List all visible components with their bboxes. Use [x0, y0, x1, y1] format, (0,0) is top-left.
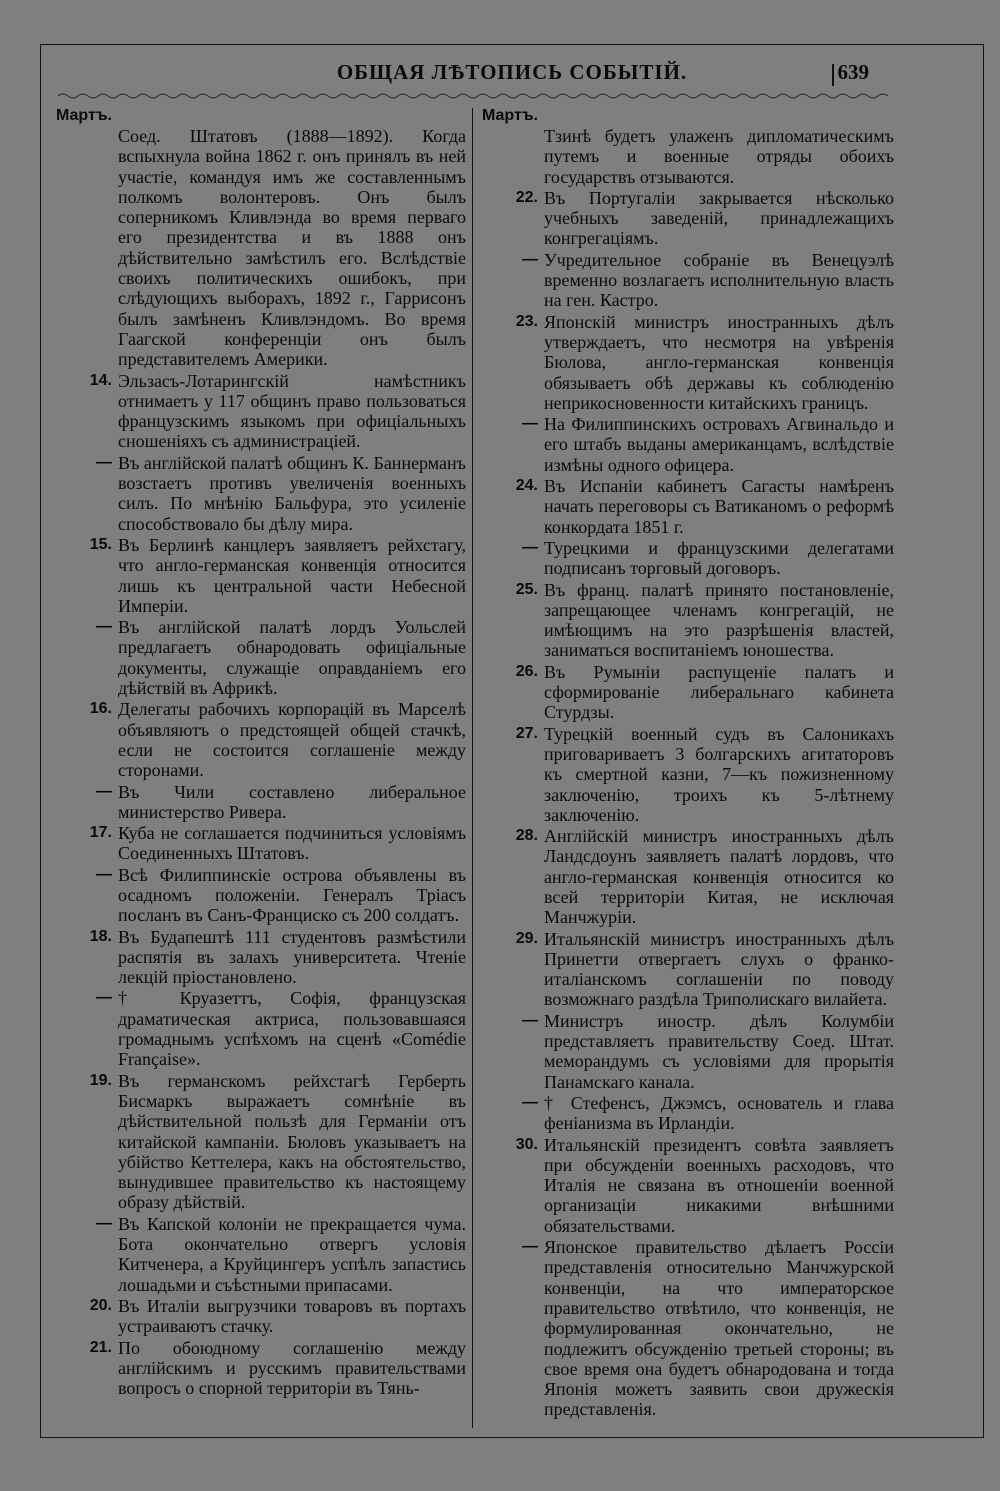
entry-text: Въ Португаліи закрывается нѣсколько учебныхъ заведеній, принадлежащихъ конгрегаціямъ. — [544, 187, 894, 249]
chronicle-entry — [56, 453, 466, 534]
entry-text: Въ Берлинѣ канцлеръ заявляетъ рейхстагу, что англо-германская конвенція относится лишь къ центральной части Небесной Имперіи. — [118, 534, 466, 616]
chronicle-entry — [56, 865, 466, 926]
entry-text: Куба не соглашается подчиниться условіямъ Соединенныхъ Штатовъ. — [118, 823, 466, 864]
entry-list — [482, 126, 894, 1420]
entry-text: Турецкій военный судъ въ Салоникахъ приговариваетъ 3 болгарскихъ агитаторовъ къ смертной казни, 7—къ пожизненному заключенію, троихъ къ 5-лѣтнему заключенію. — [544, 723, 894, 825]
entry-date-marker: 27. — [515, 724, 538, 742]
chronicle-entry — [56, 782, 466, 823]
entry-text: Японскій министръ иностранныхъ дѣлъ утверждаетъ, что несмотря на увѣренія Бюлова, англо-германская конвенція обязываетъ обѣ державы къ соблюденію неприкосновенности китайскихъ границъ. — [544, 311, 894, 413]
chronicle-entry — [482, 312, 894, 413]
entry-text: Учредительное собраніе въ Венецуэлѣ временно возлагаетъ исполнительную власть на ген. Кастро. — [544, 249, 894, 311]
entry-date-marker: — — [96, 1214, 112, 1232]
entry-date-marker: — — [96, 865, 112, 883]
entry-date-marker: 24. — [515, 477, 538, 495]
entry-date-marker: 22. — [515, 188, 538, 206]
chronicle-entry — [482, 126, 894, 187]
page-header — [40, 60, 984, 88]
chronicle-entry — [482, 1135, 894, 1236]
page-title: ОБЩАЯ ЛѢТОПИСЬ СОБЫТІЙ. — [336, 60, 688, 84]
entry-date-marker: 20. — [89, 1296, 112, 1314]
entry-date-marker: 21. — [89, 1338, 112, 1356]
chronicle-entry — [482, 580, 894, 661]
chronicle-entry — [482, 414, 894, 475]
entry-text: Въ англійской палатѣ лордъ Уольслей предлагаетъ обнародовать офиціальные документы, служащіе оправданіемъ его дѣйствій въ Африкѣ. — [118, 617, 466, 699]
month-heading: Мартъ. — [56, 107, 112, 124]
entry-text: Всѣ Филиппинскіе острова объявлены въ осадномъ положеніи. Генералъ Тріасъ посланъ въ Санъ-Франциско съ 200 солдатъ. — [118, 864, 466, 926]
entry-text: Въ Капской колоніи не прекращается чума. Бота окончательно отвергъ условія Китченера, а Круйцингеръ успѣлъ запастись лошадьми и съѣстными припасами. — [118, 1213, 466, 1295]
chronicle-entry — [482, 250, 894, 311]
chronicle-entry — [482, 476, 894, 537]
entry-date-marker: — — [96, 782, 112, 800]
entry-text: Въ Чили составлено либеральное министерство Ривера. — [118, 781, 466, 822]
entry-date-marker: 15. — [89, 535, 112, 553]
entry-text: Тзинѣ будетъ улаженъ дипломатическимъ путемъ и военные отряды обоихъ государствъ отзываются. — [544, 126, 894, 187]
entry-date-marker: 28. — [515, 827, 538, 845]
chronicle-entry — [56, 535, 466, 616]
chronicle-entry — [56, 988, 466, 1069]
entry-date-marker: 17. — [89, 824, 112, 842]
entry-text: По обоюдному соглашенію между англійскимъ и русскимъ правительствами вопросъ о спорной территоріи въ Тянь- — [118, 1337, 466, 1399]
right-column — [482, 106, 894, 1421]
entry-date-marker: — — [96, 989, 112, 1007]
header-wavy-rule — [58, 92, 888, 100]
entry-text: Въ Испаніи кабинетъ Сагасты намѣренъ начать переговоры съ Ватиканомъ о реформѣ конкордата 1851 г. — [544, 476, 894, 537]
entry-text: Въ Румыніи распущеніе палатъ и сформированіе либеральнаго кабинета Стурдзы. — [544, 661, 894, 723]
entry-text: † Круазеттъ, Софія, французская драматическая актриса, пользовавшаяся громаднымъ успѣхомъ на сценѣ «Comédie Française». — [118, 988, 466, 1070]
column-divider — [472, 108, 473, 1428]
chronicle-entry — [56, 927, 466, 988]
chronicle-entry — [56, 126, 466, 370]
entry-date-marker: — — [522, 1093, 538, 1111]
chronicle-entry — [482, 188, 894, 249]
chronicle-entry — [56, 823, 466, 864]
entry-text: На Филиппинскихъ островахъ Агвинальдо и его штабъ выданы американцамъ, вслѣдствіе измѣны одного офицера. — [544, 414, 894, 475]
entry-date-marker: 25. — [515, 580, 538, 598]
chronicle-entry — [56, 1214, 466, 1295]
entry-date-marker: 30. — [515, 1135, 538, 1153]
entry-text: Итальянскій министръ иностранныхъ дѣлъ Принетти отвергаетъ слухъ о франко-италіанскомъ соглашеніи по поводу возможнаго раздѣла Триполискаго вилайета. — [544, 928, 894, 1010]
chronicle-entry — [56, 1071, 466, 1213]
entry-text: Итальянскій президентъ совѣта заявляетъ при обсужденіи военныхъ расходовъ, что Италія не связана въ отношеніи военной организаціи никакими внѣшними обязательствами. — [544, 1134, 894, 1236]
month-heading: Мартъ. — [482, 107, 538, 124]
chronicle-entry — [482, 1237, 894, 1420]
entry-date-marker: — — [522, 250, 538, 268]
left-column — [56, 106, 466, 1399]
entry-date-marker: 14. — [89, 371, 112, 389]
entry-text: Делегаты рабочихъ корпорацій въ Марселѣ объявляютъ о предстоящей общей стачкѣ, если не состоится соглашеніе между сторонами. — [118, 699, 466, 781]
chronicle-entry — [56, 699, 466, 780]
entry-date-marker: — — [522, 1011, 538, 1029]
chronicle-entry — [482, 662, 894, 723]
entry-text: Въ Италіи выгрузчики товаровъ въ портахъ устраиваютъ стачку. — [118, 1295, 466, 1337]
entry-date-marker: 16. — [89, 700, 112, 718]
entry-date-marker: 26. — [515, 662, 538, 680]
entry-date-marker: 29. — [515, 929, 538, 947]
chronicle-entry — [56, 617, 466, 698]
entry-text: Въ франц. палатѣ принято постановленіе, запрещающее членамъ конгрегацій, не имѣющимъ на это разрѣшенія властей, заниматься воспитаніемъ юношества. — [544, 579, 894, 661]
entry-text: Министръ иностр. дѣлъ Колумбіи представляетъ правительству Соед. Штат. меморандумъ съ условіями для прорытія Панамскаго канала. — [544, 1010, 894, 1092]
chronicle-entry — [482, 826, 894, 927]
entry-text: Турецкими и французскими делегатами подписанъ торговый договоръ. — [544, 537, 894, 579]
entry-date-marker: — — [522, 1238, 538, 1256]
chronicle-entry — [56, 1338, 466, 1399]
entry-date-marker: 23. — [515, 312, 538, 330]
entry-text: Эльзасъ-Лотарингскій намѣстникъ отнимаетъ у 117 общинъ право пользоваться французскимъ языкомъ при офиціальныхъ сношеніяхъ съ администраціей. — [118, 370, 466, 452]
entry-date-marker: 18. — [89, 927, 112, 945]
chronicle-entry — [482, 538, 894, 579]
entry-date-marker: — — [96, 453, 112, 471]
entry-list — [56, 126, 466, 1398]
chronicle-entry — [56, 371, 466, 452]
entry-date-marker: — — [96, 618, 112, 636]
chronicle-entry — [482, 929, 894, 1010]
chronicle-entry — [56, 1296, 466, 1337]
entry-text: Японское правительство дѣлаетъ Россіи представленія относительно Манчжурской конвенціи, на что императорское правительство отвѣтило, что конвенція, не формулированная окончательно, не подлежитъ обсужденію третьей стороны; въ свое время она будетъ обнародована и тогда Японія можетъ заявить свои дружескія представленія. — [544, 1237, 894, 1420]
entry-date-marker: — — [522, 415, 538, 433]
chronicle-entry — [482, 1093, 894, 1134]
entry-text: Англійскій министръ иностранныхъ дѣлъ Ландсдоунъ заявляетъ палатѣ лордовъ, что англо-германская конвенція относится ко всей территоріи Китая, не исключая Манчжуріи. — [544, 826, 894, 928]
page-number: 639 — [837, 60, 869, 84]
entry-date-marker: — — [522, 538, 538, 556]
entry-text: Соед. Штатовъ (1888—1892). Когда вспыхнула война 1862 г. онъ принялъ въ ней участіе, командуя имъ же составленнымъ полкомъ волонтеровъ. Онъ былъ соперникомъ Кливлэнда во время перваго его президентства и въ 1888 онъ дѣйствительно замѣстилъ его. Вслѣдствіе своихъ политическихъ ошибокъ, при слѣдующихъ выборахъ, 1892 г., Гаррисонъ былъ замѣненъ Кливлэндомъ. Во время Гаагской конференціи онъ былъ представителемъ Америки. — [118, 126, 466, 370]
chronicle-entry — [482, 724, 894, 825]
entry-text: † Стефенсъ, Джэмсъ, основатель и глава феніанизма въ Ирландіи. — [544, 1092, 894, 1134]
entry-text: Въ Будапештѣ 111 студентовъ размѣстили распятія въ залахъ университета. Чтеніе лекцій пріостановлено. — [118, 926, 466, 988]
chronicle-entry — [482, 1011, 894, 1092]
entry-text: Въ германскомъ рейхстагѣ Герберть Бисмаркъ выражаетъ сомнѣніе въ дѣйствительной пользѣ для Германіи отъ китайской кампаніи. Бюловъ указываетъ на убійство Кеттелера, какъ на обстоятельство, вынудившее правительство къ настоящему образу дѣйствій. — [118, 1070, 466, 1213]
entry-text: Въ англійской палатѣ общинъ К. Баннерманъ возстаетъ противъ увеличенія военныхъ силъ. По мнѣнію Бальфура, это усиленіе способствовало бы дѣлу мира. — [118, 452, 466, 534]
entry-date-marker: 19. — [89, 1071, 112, 1089]
